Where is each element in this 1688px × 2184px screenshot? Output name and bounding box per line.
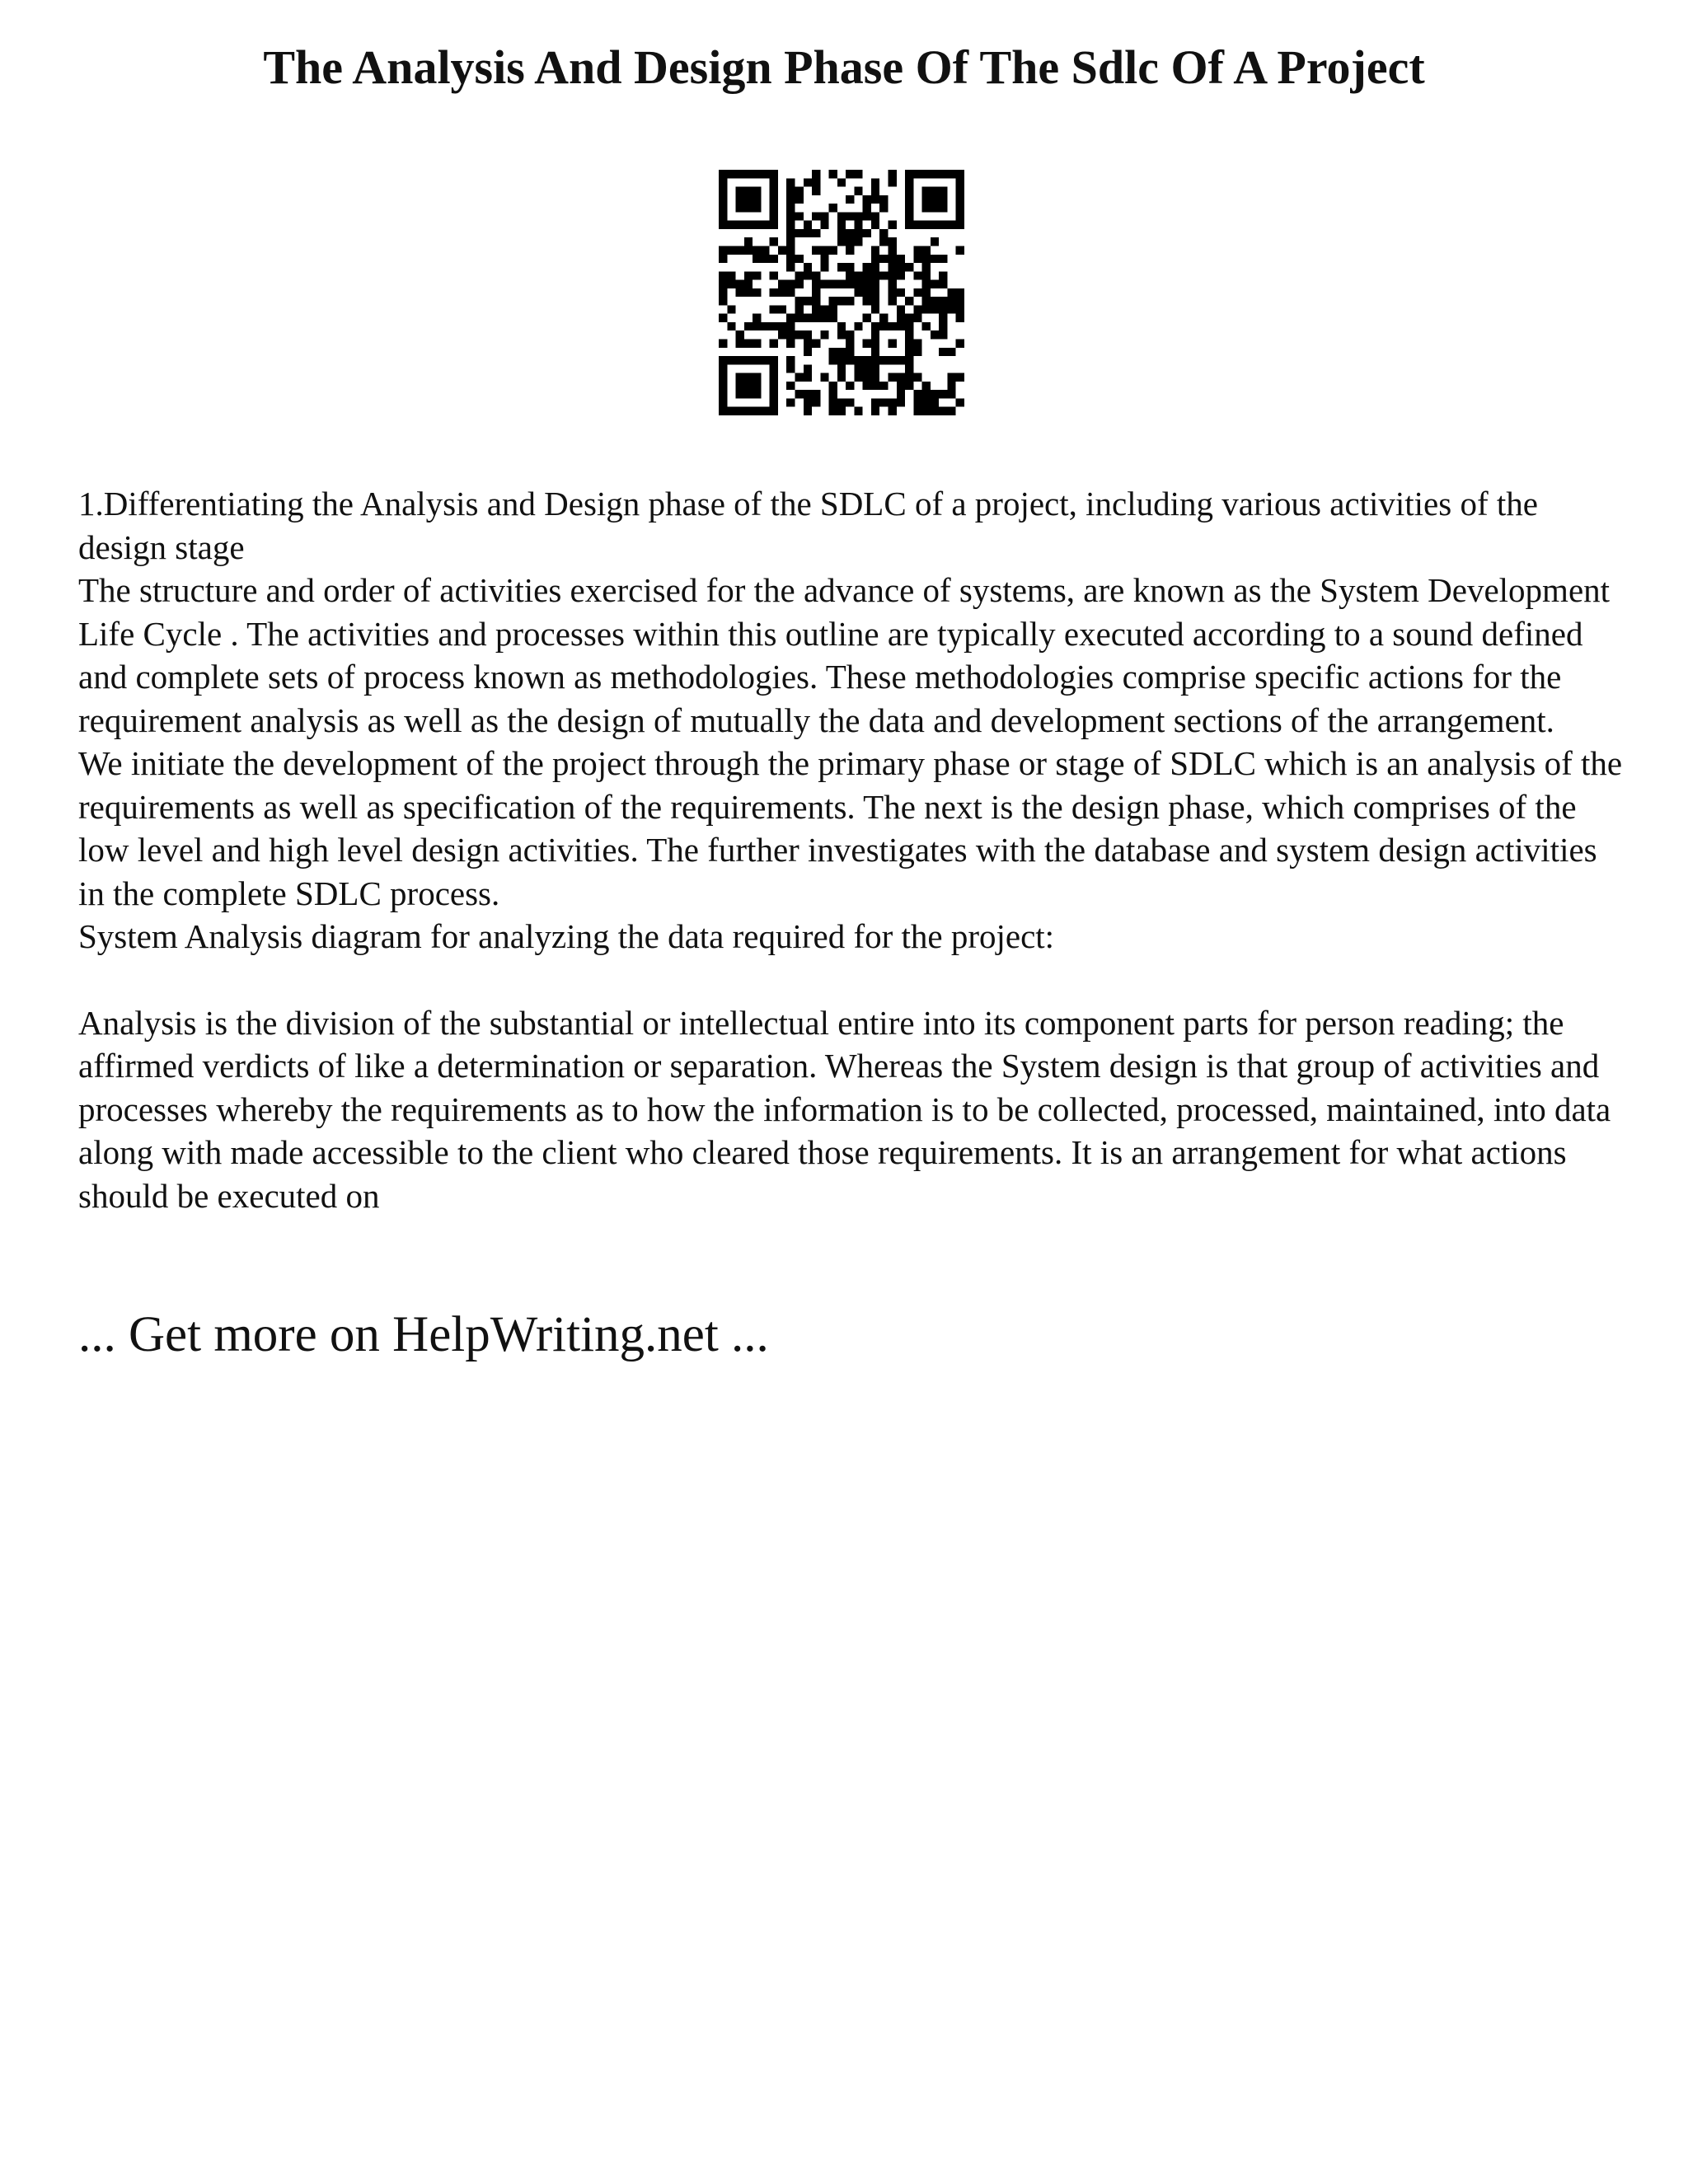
section-heading: 1.Differentiating the Analysis and Design phase of the SDLC of a project, including various activities of the design stage	[78, 485, 1538, 566]
diagram-placeholder	[78, 958, 1628, 1001]
document-title: The Analysis And Design Phase Of The Sdlc Of A Project	[263, 40, 1425, 94]
get-more-link[interactable]: ... Get more on HelpWriting.net ...	[78, 1307, 769, 1362]
paragraph: We initiate the development of the project through the primary phase or stage of SDLC which is an analysis of the requirements as well as specification of the requirements. The next is the design phase, which comprises of the low level and high level design activities. The further investigates with the database and system design activities in the complete SDLC process.	[78, 744, 1623, 912]
diagram-caption: System Analysis diagram for analyzing the data required for the project:	[78, 917, 1055, 955]
qr-code-icon	[719, 170, 964, 415]
paragraph: Analysis is the division of the substantial or intellectual entire into its component parts for person reading; the affirmed verdicts of like a determination or separation. Whereas the System design is that group of activities and processes whereby the requirements as to how the information is to be collected, processed, maintained, into data along with made accessible to the client who cleared those requirements. It is an arrangement for what actions should be executed on	[78, 1003, 1611, 1215]
paragraph: The structure and order of activities exercised for the advance of systems, are known as the System Development Life Cycle . The activities and processes within this outline are typically executed according to a sound defined and complete sets of process known as methodologies. These methodologies comprise specific actions for the requirement analysis as well as the design of mutually the data and development sections of the arrangement.	[78, 571, 1611, 739]
article-body	[78, 482, 1628, 1217]
